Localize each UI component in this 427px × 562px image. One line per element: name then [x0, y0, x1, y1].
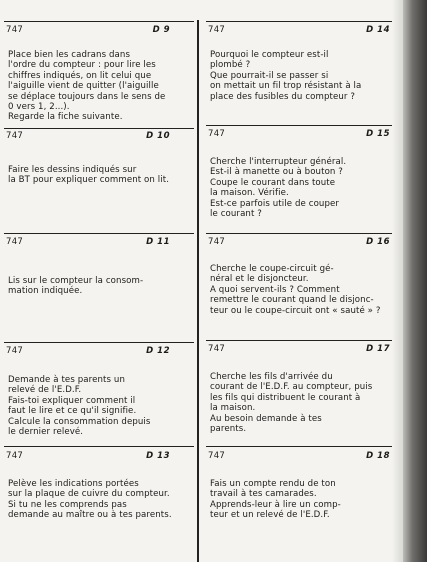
card-number: 747	[6, 131, 24, 141]
card-code: D 10	[146, 131, 170, 141]
card-text: Lis sur le compteur la consom- mation indiquée.	[8, 276, 144, 297]
row-separator	[206, 125, 392, 126]
card-code: D 9	[152, 25, 170, 35]
card-code: D 16	[366, 237, 390, 247]
card-number: 747	[208, 129, 226, 139]
card-number: 747	[208, 237, 226, 247]
card-header	[208, 24, 394, 37]
card-d18	[208, 450, 394, 521]
row-separator	[206, 21, 392, 22]
card-code: D 11	[146, 237, 170, 247]
row-separator	[4, 21, 194, 22]
card-text: Place bien les cadrans dans l'ordre du compteur : pour lire les chiffres indiqués, on lit celui que l'aiguille vient de quitter (l'aiguille se déplace toujours dans le sens de 0 vers 1, 2...). Regarde la fiche suivante.	[8, 50, 166, 123]
card-number: 747	[6, 451, 24, 461]
card-text: Fais un compte rendu de ton travail à tes camarades. Apprends-leur à lire un comp- teur et un relevé de l'E.D.F.	[210, 479, 341, 521]
card-text: Faire les dessins indiqués sur la BT pour expliquer comment on lit.	[8, 165, 170, 186]
card-d11	[6, 236, 192, 297]
card-d14	[208, 24, 394, 102]
row-separator	[4, 233, 194, 234]
card-code: D 12	[146, 346, 170, 356]
card-d16	[208, 236, 394, 316]
card-d12	[6, 345, 192, 437]
card-number: 747	[208, 25, 226, 35]
card-number: 747	[6, 346, 24, 356]
card-text: Cherche les fils d'arrivée du courant de l'E.D.F. au compteur, puis les fils qui distribuent le courant à la maison. Au besoin demande à tes parents.	[210, 372, 373, 435]
card-header	[208, 450, 394, 463]
card-d10	[6, 130, 192, 186]
card-text: Cherche le coupe-circuit gé- néral et le disjoncteur. A quoi servent-ils ? Comment remettre le courant quand le disjonc- teur ou le coupe-circuit ont « sauté » ?	[210, 264, 381, 316]
card-header	[208, 128, 394, 141]
card-header	[6, 24, 192, 37]
card-header	[6, 450, 192, 463]
row-separator	[206, 233, 392, 234]
card-code: D 15	[366, 129, 390, 139]
card-d9	[6, 24, 192, 123]
card-number: 747	[6, 237, 24, 247]
card-header	[6, 345, 192, 358]
row-separator	[206, 340, 392, 341]
card-text: Pourquoi le compteur est-il plombé ? Que pourrait-il se passer si on mettait un fil trop résistant à la place des fusibles du compteur ?	[210, 50, 362, 102]
card-code: D 18	[366, 451, 390, 461]
card-d13	[6, 450, 192, 521]
card-text: Pelève les indications portées sur la plaque de cuivre du compteur. Si tu ne les comprends pas demande au maître ou à tes parents.	[8, 479, 172, 521]
card-text: Demande à tes parents un relevé de l'E.D.F. Fais-toi expliquer comment il faut le lire et ce qu'il signifie. Calcule la consommation depuis le dernier relevé.	[8, 375, 151, 438]
card-header	[6, 236, 192, 249]
card-d17	[208, 343, 394, 434]
card-number: 747	[208, 344, 226, 354]
card-text: Cherche l'interrupteur général. Est-il à manette ou à bouton ? Coupe le courant dans toute la maison. Vérifie. Est-ce parfois utile de couper le courant ?	[210, 157, 347, 220]
card-d15	[208, 128, 394, 219]
card-code: D 14	[366, 25, 390, 35]
card-code: D 17	[366, 344, 390, 354]
card-header	[6, 130, 192, 143]
card-code: D 13	[146, 451, 170, 461]
card-number: 747	[6, 25, 24, 35]
card-header	[208, 343, 394, 356]
row-separator	[4, 446, 194, 447]
row-separator	[206, 446, 392, 447]
column-separator	[197, 20, 199, 562]
row-separator	[4, 342, 194, 343]
row-separator	[4, 128, 194, 129]
card-header	[208, 236, 394, 249]
card-number: 747	[208, 451, 226, 461]
page-edge-binding	[403, 0, 427, 562]
